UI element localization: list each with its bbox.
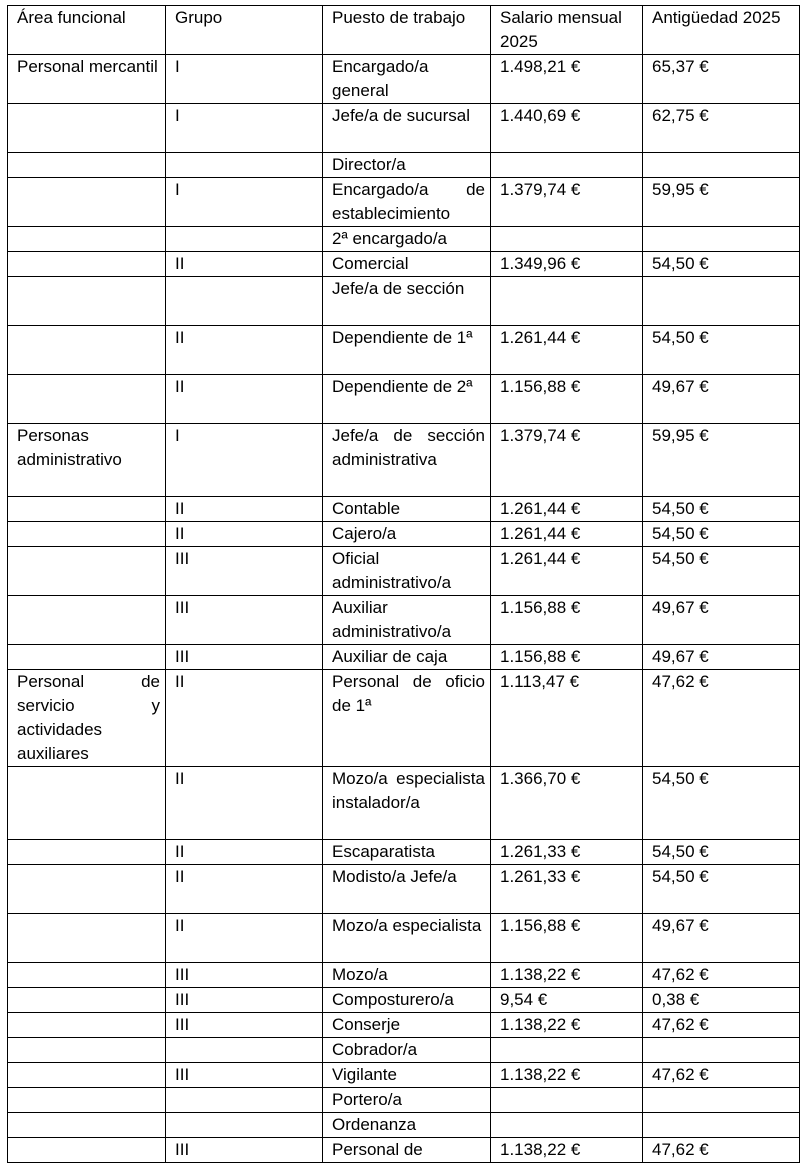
- cell-salario: 1.261,44 €: [491, 326, 643, 375]
- cell-area: Personas administrativo: [8, 424, 166, 497]
- cell-antiguedad: [643, 1038, 800, 1063]
- cell-salario: 1.366,70 €: [491, 767, 643, 840]
- cell-puesto: Vigilante: [323, 1063, 491, 1088]
- cell-grupo: III: [166, 1138, 323, 1163]
- cell-area: [8, 988, 166, 1013]
- cell-salario: 1.379,74 €: [491, 178, 643, 227]
- cell-area: [8, 277, 166, 326]
- cell-area: [8, 865, 166, 914]
- cell-grupo: I: [166, 55, 323, 104]
- cell-salario: [491, 227, 643, 252]
- cell-antiguedad: 54,50 €: [643, 767, 800, 840]
- header-row: [8, 6, 800, 55]
- cell-area: [8, 547, 166, 596]
- cell-puesto: Dependiente de 1ª: [323, 326, 491, 375]
- cell-grupo: [166, 153, 323, 178]
- cell-salario: [491, 277, 643, 326]
- cell-area: [8, 375, 166, 424]
- cell-grupo: II: [166, 326, 323, 375]
- table-row: [8, 178, 800, 227]
- header-puesto: Puesto de trabajo: [323, 6, 491, 55]
- cell-grupo: I: [166, 178, 323, 227]
- header-salario: Salario mensual 2025: [491, 6, 643, 55]
- cell-grupo: II: [166, 670, 323, 767]
- cell-salario: 1.138,22 €: [491, 1013, 643, 1038]
- cell-antiguedad: [643, 277, 800, 326]
- cell-area: [8, 645, 166, 670]
- cell-antiguedad: 54,50 €: [643, 840, 800, 865]
- cell-puesto: Modisto/a Jefe/a: [323, 865, 491, 914]
- cell-grupo: II: [166, 497, 323, 522]
- cell-antiguedad: [643, 153, 800, 178]
- cell-puesto: Director/a: [323, 153, 491, 178]
- cell-area: [8, 104, 166, 153]
- cell-salario: [491, 1113, 643, 1138]
- cell-grupo: III: [166, 1063, 323, 1088]
- cell-grupo: I: [166, 104, 323, 153]
- header-grupo: Grupo: [166, 6, 323, 55]
- cell-grupo: I: [166, 424, 323, 497]
- table-row: [8, 547, 800, 596]
- table-row: [8, 375, 800, 424]
- salary-table: [7, 5, 800, 1163]
- cell-area: [8, 326, 166, 375]
- cell-area: [8, 596, 166, 645]
- cell-area: [8, 227, 166, 252]
- cell-antiguedad: 54,50 €: [643, 497, 800, 522]
- cell-salario: 1.138,22 €: [491, 1138, 643, 1163]
- cell-puesto: Contable: [323, 497, 491, 522]
- cell-antiguedad: 54,50 €: [643, 522, 800, 547]
- table-row: [8, 670, 800, 767]
- cell-puesto: Encargado/a general: [323, 55, 491, 104]
- table-row: [8, 988, 800, 1013]
- cell-puesto: 2ª encargado/a: [323, 227, 491, 252]
- cell-area: [8, 914, 166, 963]
- cell-puesto: Cajero/a: [323, 522, 491, 547]
- cell-salario: [491, 153, 643, 178]
- cell-salario: 1.138,22 €: [491, 1063, 643, 1088]
- cell-puesto: Jefe/a de sucursal: [323, 104, 491, 153]
- cell-antiguedad: [643, 227, 800, 252]
- cell-puesto: Mozo/a especialista instalador/a: [323, 767, 491, 840]
- table-row: [8, 326, 800, 375]
- cell-puesto: Composturero/a: [323, 988, 491, 1013]
- cell-salario: 1.498,21 €: [491, 55, 643, 104]
- cell-antiguedad: 62,75 €: [643, 104, 800, 153]
- cell-grupo: III: [166, 988, 323, 1013]
- cell-salario: 1.138,22 €: [491, 963, 643, 988]
- cell-antiguedad: 59,95 €: [643, 424, 800, 497]
- cell-antiguedad: 47,62 €: [643, 1138, 800, 1163]
- table-row: [8, 1113, 800, 1138]
- header-area: Área funcional: [8, 6, 166, 55]
- cell-area: [8, 840, 166, 865]
- cell-puesto: Comercial: [323, 252, 491, 277]
- cell-antiguedad: 47,62 €: [643, 963, 800, 988]
- table-row: [8, 596, 800, 645]
- cell-puesto: Mozo/a especialista: [323, 914, 491, 963]
- cell-area: [8, 153, 166, 178]
- table-row: [8, 1088, 800, 1113]
- cell-grupo: III: [166, 1013, 323, 1038]
- cell-grupo: II: [166, 865, 323, 914]
- table-row: [8, 1063, 800, 1088]
- cell-antiguedad: 49,67 €: [643, 645, 800, 670]
- cell-antiguedad: 49,67 €: [643, 596, 800, 645]
- cell-area: Personal de servicio y actividades auxiliares: [8, 670, 166, 767]
- cell-area: [8, 767, 166, 840]
- cell-salario: 1.261,44 €: [491, 497, 643, 522]
- cell-puesto: Personal de: [323, 1138, 491, 1163]
- cell-salario: 1.113,47 €: [491, 670, 643, 767]
- cell-grupo: [166, 1088, 323, 1113]
- cell-area: [8, 178, 166, 227]
- cell-antiguedad: 49,67 €: [643, 914, 800, 963]
- cell-puesto: Escaparatista: [323, 840, 491, 865]
- table-row: [8, 840, 800, 865]
- cell-grupo: II: [166, 767, 323, 840]
- cell-area: [8, 1088, 166, 1113]
- cell-area: [8, 252, 166, 277]
- cell-puesto: Conserje: [323, 1013, 491, 1038]
- cell-grupo: III: [166, 547, 323, 596]
- cell-grupo: [166, 227, 323, 252]
- header-antiguedad: Antigüedad 2025: [643, 6, 800, 55]
- cell-antiguedad: 54,50 €: [643, 865, 800, 914]
- cell-antiguedad: 47,62 €: [643, 670, 800, 767]
- table-row: [8, 963, 800, 988]
- cell-salario: [491, 1038, 643, 1063]
- cell-antiguedad: 49,67 €: [643, 375, 800, 424]
- table-row: [8, 424, 800, 497]
- cell-salario: 1.156,88 €: [491, 596, 643, 645]
- cell-puesto: Portero/a: [323, 1088, 491, 1113]
- cell-grupo: II: [166, 522, 323, 547]
- cell-antiguedad: 47,62 €: [643, 1013, 800, 1038]
- cell-salario: 1.156,88 €: [491, 914, 643, 963]
- cell-salario: 1.349,96 €: [491, 252, 643, 277]
- cell-antiguedad: 65,37 €: [643, 55, 800, 104]
- cell-salario: 1.379,74 €: [491, 424, 643, 497]
- cell-area: [8, 963, 166, 988]
- cell-area: [8, 522, 166, 547]
- cell-grupo: III: [166, 963, 323, 988]
- table-row: [8, 1038, 800, 1063]
- cell-area: [8, 1063, 166, 1088]
- cell-puesto: Personal de oficio de 1ª: [323, 670, 491, 767]
- cell-area: [8, 1038, 166, 1063]
- cell-puesto: Jefe/a de sección: [323, 277, 491, 326]
- table-row: [8, 252, 800, 277]
- cell-antiguedad: 54,50 €: [643, 252, 800, 277]
- cell-area: [8, 1138, 166, 1163]
- cell-salario: 1.261,33 €: [491, 840, 643, 865]
- cell-grupo: [166, 277, 323, 326]
- table-row: [8, 1013, 800, 1038]
- table-body: [8, 55, 800, 1163]
- cell-salario: 1.156,88 €: [491, 375, 643, 424]
- table-row: [8, 1138, 800, 1163]
- cell-puesto: Jefe/a de sección administrativa: [323, 424, 491, 497]
- cell-puesto: Auxiliar administrativo/a: [323, 596, 491, 645]
- cell-area: [8, 497, 166, 522]
- cell-salario: 1.440,69 €: [491, 104, 643, 153]
- cell-salario: 1.261,44 €: [491, 522, 643, 547]
- cell-grupo: II: [166, 840, 323, 865]
- cell-area: Personal mercantil: [8, 55, 166, 104]
- table-row: [8, 522, 800, 547]
- cell-area: [8, 1013, 166, 1038]
- cell-grupo: [166, 1113, 323, 1138]
- cell-puesto: Auxiliar de caja: [323, 645, 491, 670]
- cell-puesto: Dependiente de 2ª: [323, 375, 491, 424]
- table-row: [8, 497, 800, 522]
- cell-puesto: Mozo/a: [323, 963, 491, 988]
- table-row: [8, 277, 800, 326]
- cell-grupo: II: [166, 914, 323, 963]
- cell-grupo: [166, 1038, 323, 1063]
- table-row: [8, 865, 800, 914]
- cell-grupo: III: [166, 596, 323, 645]
- cell-antiguedad: [643, 1113, 800, 1138]
- cell-antiguedad: 0,38 €: [643, 988, 800, 1013]
- table-row: [8, 55, 800, 104]
- cell-area: [8, 1113, 166, 1138]
- cell-puesto: Ordenanza: [323, 1113, 491, 1138]
- table-row: [8, 645, 800, 670]
- cell-antiguedad: 54,50 €: [643, 547, 800, 596]
- cell-salario: 9,54 €: [491, 988, 643, 1013]
- cell-salario: [491, 1088, 643, 1113]
- cell-puesto: Cobrador/a: [323, 1038, 491, 1063]
- table-row: [8, 153, 800, 178]
- table-row: [8, 914, 800, 963]
- table-row: [8, 104, 800, 153]
- cell-antiguedad: 54,50 €: [643, 326, 800, 375]
- cell-puesto: Encargado/a de establecimiento: [323, 178, 491, 227]
- cell-antiguedad: [643, 1088, 800, 1113]
- cell-grupo: III: [166, 645, 323, 670]
- cell-grupo: II: [166, 375, 323, 424]
- table-row: [8, 227, 800, 252]
- cell-salario: 1.261,33 €: [491, 865, 643, 914]
- table-row: [8, 767, 800, 840]
- cell-puesto: Oficial administrativo/a: [323, 547, 491, 596]
- cell-grupo: II: [166, 252, 323, 277]
- cell-antiguedad: 59,95 €: [643, 178, 800, 227]
- cell-salario: 1.156,88 €: [491, 645, 643, 670]
- cell-salario: 1.261,44 €: [491, 547, 643, 596]
- cell-antiguedad: 47,62 €: [643, 1063, 800, 1088]
